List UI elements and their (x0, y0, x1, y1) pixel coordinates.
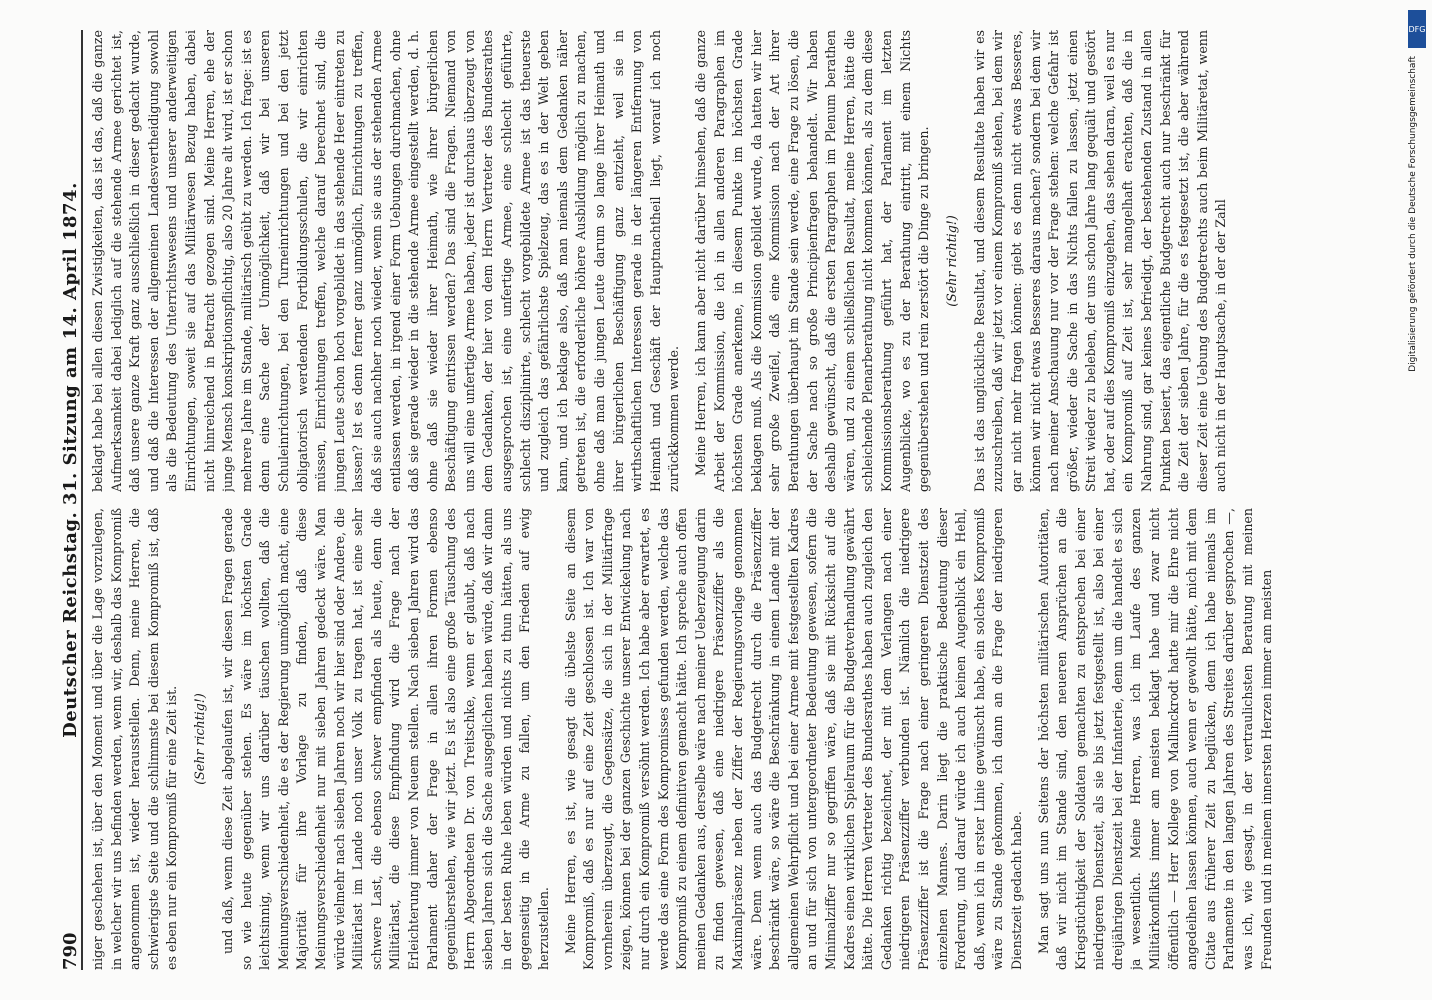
interjection: (Sehr richtig!) (191, 693, 207, 785)
page-number: 790 (60, 932, 81, 970)
digitization-notice-label: Digitalisierung gefördert durch die Deutsche Forschungsgemeinschaft (1408, 56, 1418, 372)
rotated-page-content (31, 30, 1401, 970)
interjection: (Sehr richtig!) (943, 215, 959, 307)
paragraph: niger geschehen ist, über den Moment und über die Lage vorzulegen, in welcher wir uns befinden werden, wenn wir, deshalb das Kompromiß angenommen ist, wieder herausstellen. Denn, meine Herren, die schwierigste Seite und die schlimmste bei diesem Kompromiß ist, daß es eben nur ein Kompromiß für eine Zeit ist. (90, 508, 180, 970)
paragraph: und daß, wenn diese Zeit abgelaufen ist, wir diesen Fragen gerade so wie heute gegenüber stehen. Es wäre im höchsten Grade leichtsinnig, wenn wir uns darüber täuschen wollten, daß die Meinungsverschiedenheit, die es der Regierung unmöglich macht, eine Majorität für ihre Vorlage zu finden, daß diese Meinungsverschiedenheit nur mit sieben Jahren gedeckt wäre. Man würde vielmehr nach sieben Jahren noch wir hier sind oder Andere, die Militärlast im Lande noch unser Volk zu tragen hat, ist eine sehr schwere Last, die ebenso schwer empfinden als heute, denn die Militärlast, die diese Empfindung wird die Frage nach der Erleichterung immer von Neuem stellen. Nach sieben Jahren wird das Parlament daher der Frage in allen ihren Formen ebenso gegenüberstehen, wie wir jetzt. Es ist also eine große Täuschung des Herrn Abgeordneten Dr. von Treitschke, wenn er glaubt, daß nach sieben Jahren sich die Sache ausgeglichen haben würde, daß wir dann in der besten Ruhe leben würden und nichts zu thun hätten, als uns gegenseitig in die Arme zu fallen, um den Frieden auf ewig herzustellen. (219, 508, 552, 970)
dfg-logo: DFG (1408, 10, 1426, 48)
paragraph: Meine Herren, ich kann aber nicht darüber hinsehen, daß die ganze Arbeit der Kommission, die ich in allen anderen Paragraphen im höchsten Grade anerkenne, in diesem Punkte im höchsten Grade beklagen muß. Als die Kommission gebildet wurde, da hatten wir hier sehr große Zweifel, daß eine Kommission nach der Art ihrer Berathungen überhaupt im Stande sein werde, eine Frage zu lösen, die der Sache nach so große Principienfragen behandelt. Wir haben deshalb gewünscht, daß die ersten Paragraphen im Plenum berathen wären, und zu einem schließlichen Resultat, meine Herren, hätte die schleichende Plenarberathung nicht kommen können, als zu dem diese Kommissionsberathung geführt hat, der Parlament im letzten Augenblicke, wo es zu der Berathung eintritt, mit einem Nichts gegenüberstehen und rein zerstört die Dinge zu bringen. (693, 30, 932, 492)
paragraph: Meine Herren, es ist, wie gesagt die übelste Seite an diesem Kompromiß, daß es nur auf eine Zeit geschlossen ist. Ich war von vornherein überzeugt, die Gegensätze, die sich in der Militärfrage zeigen, können bei der ganzen Geschichte unserer Entwickelung nach nur durch ein Kompromiß versöhnt werden. Ich habe aber erwartet, es werde das eine Form des Kompromisses gefunden werden, welche das Kompromiß zu einem definitiven gemacht hätte. Ich spreche auch offen meinen Gedanken aus, derselbe wäre nach meiner Ueberzeugung darin zu finden gewesen, daß eine niedrigere Präsenzziffer als die Maximalpräsenz neben der Ziffer der Regierungsvorlage genommen wäre. Denn wenn auch das Budgetrecht durch die Präsenzziffer beschränkt wäre, so wäre die Beschränkung in einem Lande mit der allgemeinen Wehrpflicht und bei einer Armee mit festgestellten Kadres an und für sich von untergeordneter Bedeutung gewesen, sofern die Minimalziffer nur so gegriffen wäre, daß sie mit Rücksicht auf die Kadres einen wirklichen Spielraum für die Budgetverhandlung gewährt hätte. Die Herren Vertreter des Bundesrathes haben auch zugleich den Gedanken richtig bezeichnet, der mit dem Verlangen nach einer niedrigeren Präsenzziffer verbunden ist. Nämlich die niedrigere Präsenzziffer ist die Frage nach einer geringeren Dienstzeit des einzelnen Mannes. Darin liegt die praktische Bedeutung dieser Forderung, und darauf würde ich auch keinen Augenblick ein Hehl, daß, wenn ich in erster Linie gewünscht habe, ein solches Kompromiß wäre zu Stande gekommen, ich dann an die Frage der niedrigeren Dienstzeit gedacht habe. (562, 508, 1024, 970)
paragraph: Man sagt uns nun Seitens der höchsten militärischen Autoritäten, daß wir nicht im Stande sind, den neueren Ansprüchen an die Kriegstüchtigkeit der Soldaten gemachten zu entsprechen bei einer niedrigeren Dienstzeit, als sie bis jetzt festgestellt ist, also bei einer dreijährigen Dienstzeit bei der Infanterie, denn um die handelt es sich ja wesentlich. Meine Herren, was ich im Laufe des ganzen Militärkonflikts immer am meisten beklagt habe und zwar nicht öffentlich — Herr Kollege von Mallinckrodt hatte mir die Ehre nicht angedeihen lassen können, auch wenn er gewollt hätte, mich mit dem Citate aus früherer Zeit zu beglücken, denn ich habe niemals im Parlamente in den langen Jahren des Streites darüber gesprochen —, was ich, wie gesagt, in der vertraulichsten Beratung mit meinen Freunden und in meinem innersten Herzen immer am meisten (1035, 508, 1274, 970)
left-column (89, 508, 1389, 970)
paragraph: beklagt habe bei allen diesen Zwistigkeiten, das ist das, daß die ganze Aufmerksamkeit dabei lediglich auf die stehende Armee gerichtet ist, daß unsere ganze Kraft ganz ausschließlich in dieser gedacht wurde, und daß die Interessen der allgemeinen Landesvertheidigung sowohl als die Bedeutung des Unterrichtswesens und unserer anderweitigen Einrichtungen, soweit sie auf das Militärwesen Bezug haben, dabei nicht hinreichend in Betracht gezogen sind. Meine Herren, ehe der junge Mensch konskriptionspflichtig, also 20 Jahre alt wird, ist er schon mehrere Jahre im Stande, militärisch geübt zu werden. Ich frage: ist es denn eine Sache der Unmöglichkeit, daß wir bei unseren Schuleinrichtungen, bei den Turneinrichtungen und bei den jetzt obligatorisch werdenden Fortbildungsschulen, die wir einrichten müssen, Einrichtungen treffen, welche darauf berechnet sind, die jungen Leute schon hoch vorgebildet in das stehende Heer eintreten zu lassen? Ist es denn ferner ganz unmöglich, Einrichtungen zu treffen, daß sie auch nachher noch wieder, wenn sie aus der stehenden Armee entlassen werden, in irgend einer Form Uebungen durchmachen, ohne daß sie gerade wieder in die stehende Armee eingestellt werden, d. h. ohne daß sie wieder ihrer Heimath, wie ihrer bürgerlichen Beschäftigung entrissen werden? Das sind die Fragen. Niemand von uns will eine unfertige Armee haben, jeder ist durchaus überzeugt von dem Gedanken, der hier von dem Herrn Vertreter des Bundesrathes ausgesprochen ist, eine unfertige Armee, eine schlecht geführte, schlecht disziplinirte, schlecht vorgebildete Armee ist das theuerste und zugleich das gefährlichste Spielzeug, das es in der Welt geben kann, und ich beklage also, daß man niemals dem Gedanken näher getreten ist, die erforderliche höhere Ausbildung möglich zu machen, ohne daß man die jungen Leute darum so lange ihrer Heimath und ihrer bürgerlichen Beschäftigung ganz entzieht, weil sie in wirthschaftlichen Interessen gerade in der längeren Entfernung von Heimath und Geschäft der Hauptnachtheil liegt, worauf ich noch zurückkommen werde. (90, 30, 682, 492)
text-columns (89, 30, 1389, 970)
paragraph: Das ist das unglückliche Resultat, und diesem Resultate haben wir es zuzuschreiben, daß wir jetzt vor einem Kompromiß stehen, bei dem wir gar nicht mehr fragen können: giebt es denn nicht etwas Besseres, können wir nicht etwas Besseres daraus machen? sondern bei dem wir nach meiner Anschauung nur vor der Frage stehen: welche Gefahr ist größer, wieder die Sache in das Nichts fallen zu lassen, jetzt einen Streit wieder zu beleben, der uns schon Jahre lang gequält und gestört hat, oder auf dies Kompromiß einzugehen, das sehen daran, weil es nur ein Kompromiß auf Zeit ist, sehr mangelhaft erachten, daß die in Nahrung sind, gar keines befriedigt, der bestehenden Zustand in allen Punkten besiert, das eigentliche Budgetrecht auch nur beschränkt für die Zeit der sieben Jahre, für die es festgesetzt ist, die aber während dieser Zeit eine Uebung des Budgetrechts auch beim Militäretat, wenn auch nicht in der Hauptsache, in der der Zahl (971, 30, 1229, 492)
page-header (31, 30, 83, 970)
right-column (89, 30, 1389, 492)
running-title: Deutscher Reichstag. 31. Sitzung am 14. April 1874. (60, 182, 81, 738)
digitization-notice (1408, 56, 1424, 756)
